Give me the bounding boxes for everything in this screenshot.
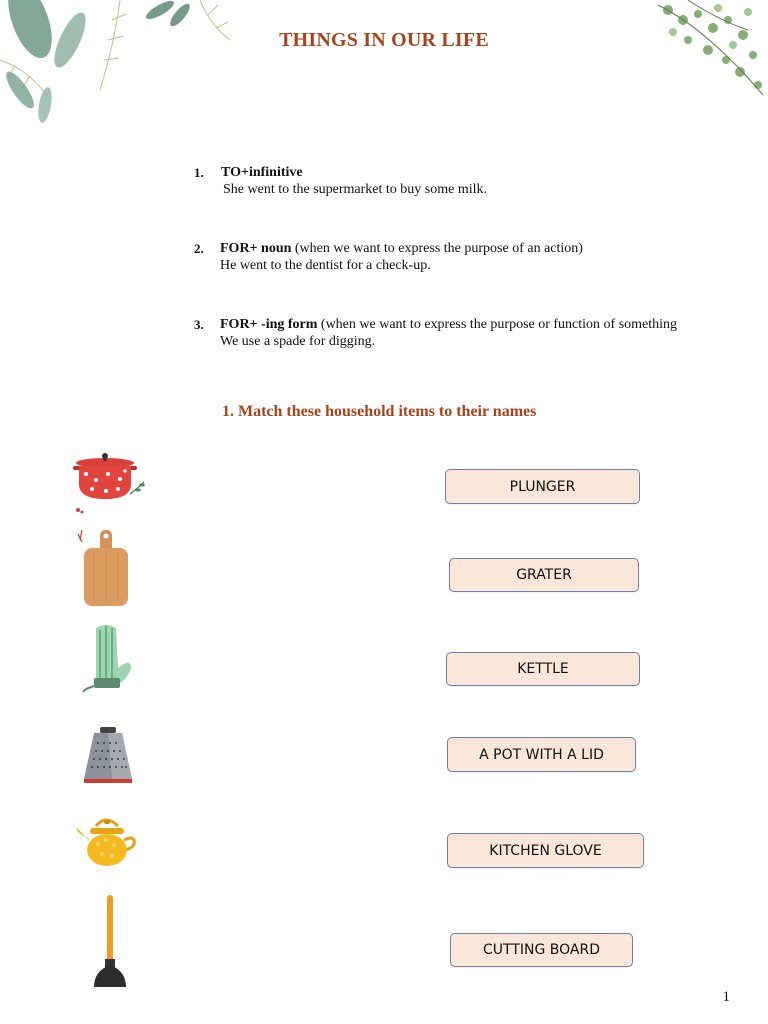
name-label[interactable]: GRATER (449, 558, 639, 592)
grater-icon (80, 725, 140, 787)
name-label[interactable]: KITCHEN GLOVE (447, 833, 644, 868)
rule-heading: FOR+ noun (220, 241, 292, 256)
rule-example: He went to the dentist for a check-up. (220, 258, 431, 273)
foliage-decoration-top-left (0, 0, 260, 140)
rule-number: 1. (194, 165, 204, 180)
rule-3 (220, 316, 677, 350)
name-label[interactable]: PLUNGER (445, 469, 640, 504)
rule-description: (when we want to express the purpose of an action) (291, 241, 583, 256)
rule-heading: FOR+ -ing form (220, 317, 318, 332)
pot-with-lid-icon (70, 450, 150, 518)
rule-example: We use a spade for digging. (220, 334, 376, 349)
plunger-icon (88, 893, 132, 989)
rule-number: 3. (194, 317, 204, 332)
kitchen-glove-icon (72, 620, 142, 696)
rule-example: She went to the supermarket to buy some milk. (223, 182, 488, 197)
page-number: 1 (722, 989, 730, 1005)
cutting-board-icon (72, 528, 142, 610)
rule-2 (220, 240, 583, 274)
exercise-title: 1. Match these household items to their names (222, 403, 537, 420)
kettle-icon (74, 812, 140, 872)
rule-description: (when we want to express the purpose or function of something (317, 317, 678, 332)
rule-number: 2. (194, 241, 204, 256)
name-label[interactable]: CUTTING BOARD (450, 933, 633, 967)
name-label[interactable]: KETTLE (446, 652, 640, 686)
name-label[interactable]: A POT WITH A LID (447, 737, 636, 772)
rule-heading: TO+infinitive (221, 165, 303, 180)
rule-1 (221, 164, 487, 198)
page-title: THINGS IN OUR LIFE (279, 29, 489, 51)
